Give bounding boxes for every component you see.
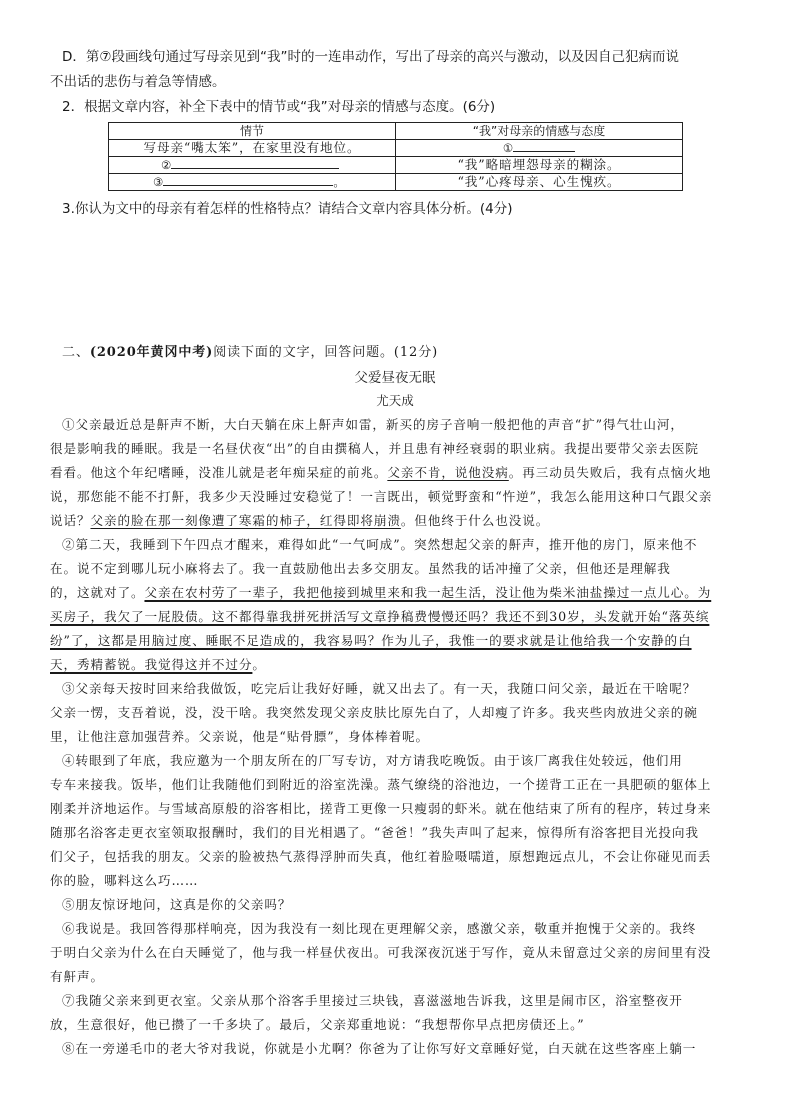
p3-line3: 里，让他注意加强营养。父亲说，他是“贴骨膘”，身体棒着呢。: [50, 729, 430, 744]
p4-line2: 专车来接我。饭毕，他们让我随他们到附近的浴室洗澡。蒸气缭绕的浴池边，一个搓背工正在一具肥硕的躯体上: [50, 777, 712, 792]
p1-line3-a: 看看。他这个年纪嗜睡，没准儿就是老年痴呆症的前兆。: [50, 465, 388, 480]
plot-attitude-table: [108, 122, 683, 191]
p2-underlined-passage: 父亲在农村劳了一辈子，我把他接到城里来和我一起生活，没让他为柴米油盐操过一点儿心。为: [144, 585, 712, 600]
p2-line5: 纷”了，这都是用脑过度、睡眠不足造成的，我容易吗？作为儿子，我惟一的要求就是让他给我一个安静的白: [50, 633, 692, 648]
p2-line3-a: 的，这就对了。: [50, 585, 145, 600]
table-cell-plot: 写母亲“嘴太笨”，在家里没有地位。: [109, 140, 396, 157]
p2-line3: [50, 585, 711, 601]
question-2-prompt: 2．根据文章内容，补全下表中的情节或“我”对母亲的情感与态度。(6分): [62, 99, 496, 115]
p3-line1: ③父亲每天按时回来给我做饭，吃完后让我好好睡，就又出去了。有一天，我随口问父亲，最近在干啥呢？: [62, 681, 697, 696]
p1-line5: [50, 513, 549, 529]
p2-line6: [50, 657, 266, 673]
p8-line1: ⑧在一旁递毛巾的老大爷对我说，你就是小尤啊？你爸为了让你写好文章睡好觉，白天就在这些客座上躺一: [62, 1041, 697, 1056]
answer-space-q3[interactable]: [50, 222, 740, 332]
table-header-row: [109, 123, 683, 140]
table-cell-attitude: “我”略暗埋怨母亲的糊涂。: [396, 157, 683, 174]
p4-line6: 你的脸，哪料这么巧……: [50, 873, 199, 888]
p2-line6-end: 。: [252, 657, 266, 672]
p1-line2: 很是影响我的睡眠。我是一名昼伏夜“出”的自由撰稿人，并且患有神经衰弱的职业病。我提出要带父亲去医院: [50, 441, 699, 456]
section-2-heading: [62, 345, 438, 361]
passage-title: 父爱昼夜无眠: [354, 370, 436, 386]
blank-label-3: ③: [153, 175, 164, 189]
passage-author: 尤天成: [376, 393, 414, 408]
blank-period: 。: [333, 175, 345, 189]
table-header-plot: 情节: [109, 123, 396, 140]
blank-label-2: ②: [161, 158, 172, 172]
table-row: [109, 157, 683, 174]
p7-line1: ⑦我随父亲来到更衣室。父亲从那个浴客手里接过三块钱，喜滋滋地告诉我，这里是闹市区，浴室整夜开: [62, 993, 683, 1008]
option-d-line2: 不出话的悲伤与着急等情感。: [50, 74, 226, 90]
p6-line2: 于明白父亲为什么在白天睡觉了，他与我一样昼伏夜出。可我深夜沉迷于写作，竟从未留意过父亲的房间里有没: [50, 945, 712, 960]
p6-line3: 有鼾声。: [50, 969, 104, 984]
option-d-line1: D．第⑦段画线句通过写母亲见到“我”时的一连串动作，写出了母亲的高兴与激动，以及因自己犯病而说: [62, 49, 679, 65]
p2-line4: 买房子，我欠了一屁股债。这不都得靠我拼死拼活写文章挣稿费慢慢还吗？我还不到30岁，头发就开始“落英缤: [50, 609, 710, 624]
table-cell-attitude: “我”心疼母亲、心生愧疚。: [396, 174, 683, 191]
p1-line1: ①父亲最近总是鼾声不断，大白天躺在床上鼾声如雷，新买的房子音响一般把他的声音“扩”得气壮山河，: [62, 417, 684, 432]
p7-line2: 放，生意很好，他已攒了一千多块了。最后，父亲郑重地说：“我想帮你早点把房债还上。”: [50, 1017, 585, 1032]
table-header-attitude: “我”对母亲的情感与态度: [396, 123, 683, 140]
section-2-instruction: 阅读下面的文字，回答问题。(12分): [213, 345, 439, 360]
p2-line1: ②第二天，我睡到下午四点才醒来，难得如此“一气呵成”。突然想起父亲的鼾声，推开他的房门，原来他不: [62, 537, 698, 552]
p1-line5-a: 说话？: [50, 513, 91, 528]
p1-line3: [50, 465, 711, 481]
answer-blank-3[interactable]: [163, 174, 333, 186]
p3-line2: 父亲一愣，支吾着说，没，没干啥。我突然发现父亲皮肤比原先白了，人却瘦了许多。我夹些肉放进父亲的碗: [50, 705, 698, 720]
p1-underlined-sentence-1: 父亲不肯，说他没病: [387, 465, 509, 480]
p1-line3-b: 。再三动员失败后，我有点恼火地: [508, 465, 712, 480]
blank-label-1: ①: [502, 141, 514, 155]
p5-line1: ⑤朋友惊讶地问，这真是你的父亲吗？: [62, 897, 292, 912]
table-row: [109, 140, 683, 157]
answer-blank-2[interactable]: [171, 157, 339, 169]
table-cell-plot: [109, 174, 396, 191]
question-3-prompt: 3.你认为文中的母亲有着怎样的性格特点？请结合文章内容具体分析。(4分): [62, 201, 513, 217]
table-cell-plot: [109, 157, 396, 174]
p1-line5-b: 。但他终于什么也没说。: [400, 513, 550, 528]
p2-line2: 在。说不定到哪儿玩小麻将去了。我一直鼓励他出去多交朋友。虽然我的话冲撞了父亲，但他还是理解我: [50, 561, 671, 576]
table-cell-attitude: [396, 140, 683, 157]
section-2-prefix: 二、: [62, 345, 90, 360]
p1-line4: 说，那您能不能不打鼾，我多少天没睡过安稳觉了！一言既出，顿觉野蛮和“忤逆”，我怎么能用这种口气跟父亲: [50, 489, 713, 504]
p4-line1: ④转眼到了年底，我应邀为一个朋友所在的厂写专访，对方请我吃晚饭。由于该厂离我住处较远，他们用: [62, 753, 683, 768]
p2-line6-underlined: 天，秀精蓄锐。我觉得这并不过分: [50, 657, 253, 672]
section-2-source: (2020年黄冈中考): [89, 345, 214, 360]
answer-blank-1[interactable]: [513, 140, 575, 152]
p6-line1: ⑥我说是。我回答得那样响亮，因为我没有一刻比现在更理解父亲，感激父亲，敬重并抱愧于父亲的。我终: [62, 921, 697, 936]
p4-line3: 刚柔并济地运作。与雪域高原般的浴客相比，搓背工更像一只瘦弱的虾米。就在他结束了所有的程序，转过身来: [50, 801, 712, 816]
p4-line5: 们父子，包括我的朋友。父亲的脸被热气蒸得浮肿而失真，他红着脸嗫嚅道，原想跑远点儿，不会让你碰见而丢: [50, 849, 712, 864]
p4-line4: 随那名浴客走更衣室领取报酬时，我们的目光相遇了。“爸爸！”我失声叫了起来，惊得所有浴客把目光投向我: [50, 825, 699, 840]
table-row: [109, 174, 683, 191]
p1-underlined-sentence-2: 父亲的脸在那一刻像遭了寒霜的柿子，红得即将崩溃: [90, 513, 401, 528]
